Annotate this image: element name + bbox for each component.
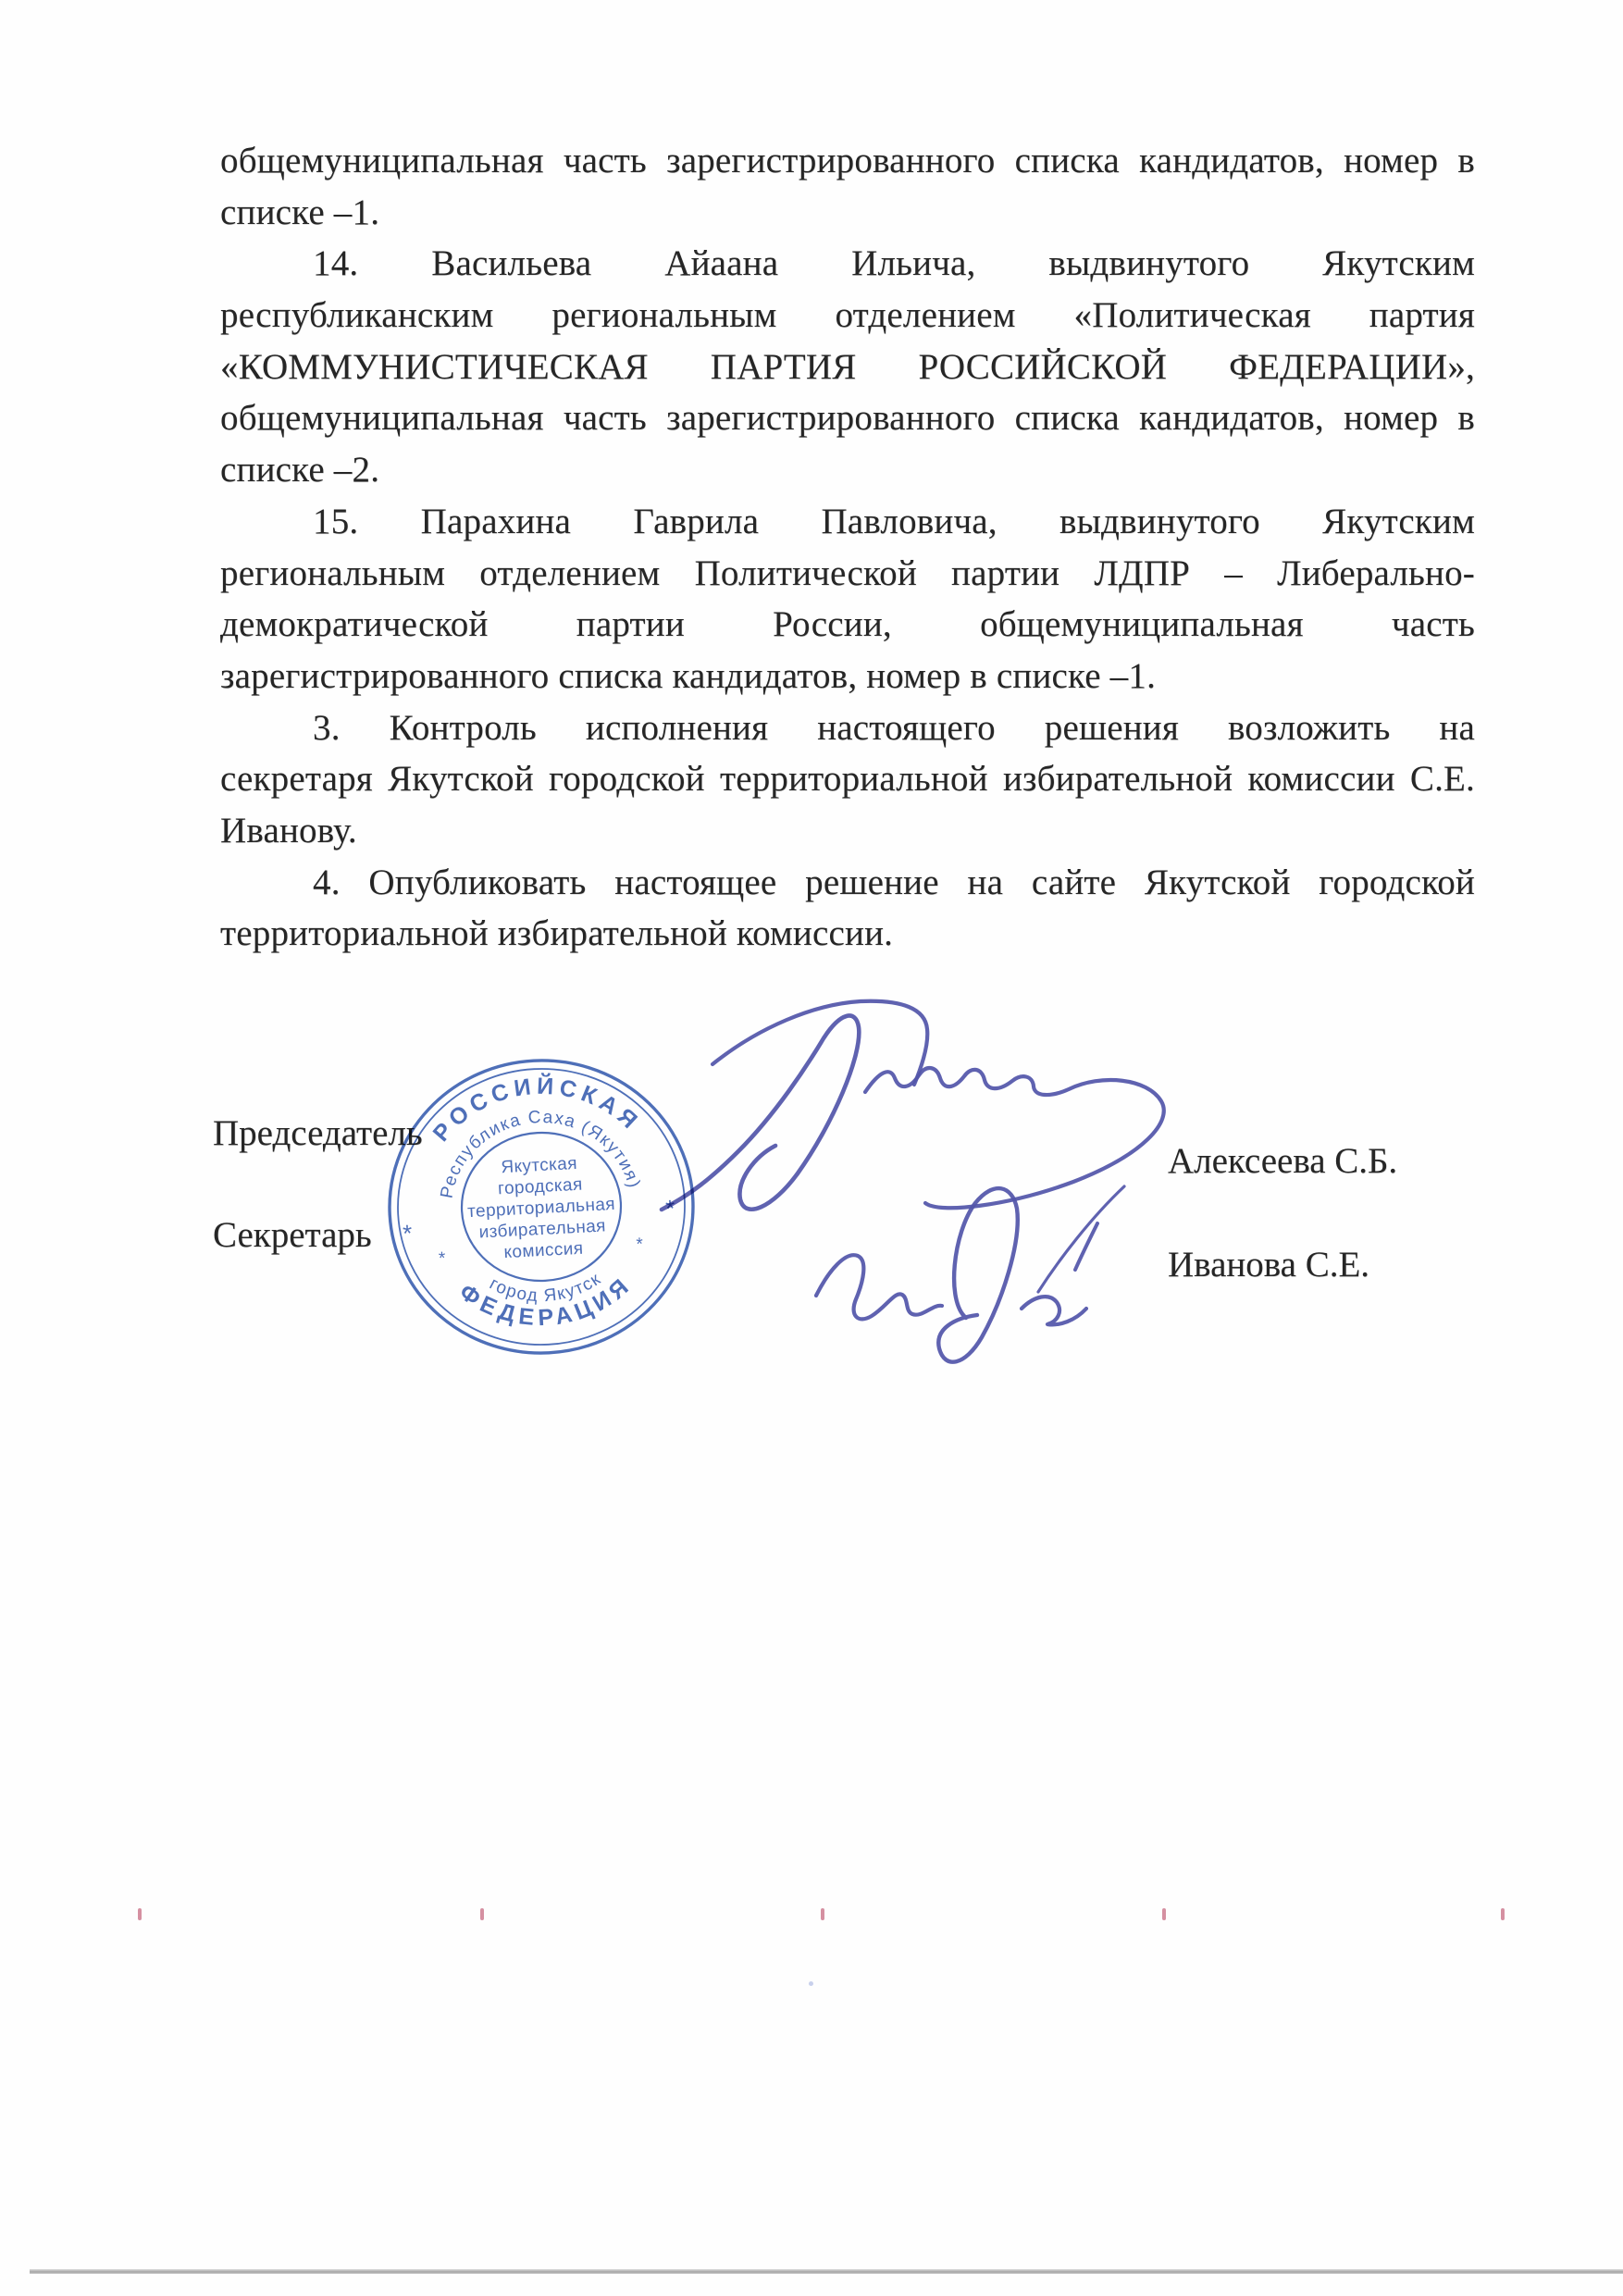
scan-artifact-tick bbox=[821, 1908, 824, 1920]
stamp-center-line-4: избирательная bbox=[478, 1216, 607, 1243]
scan-artifact-tick bbox=[1162, 1908, 1166, 1920]
stamp-star-right-inner: * bbox=[636, 1235, 644, 1255]
text-line: списке –1. bbox=[220, 192, 380, 232]
stamp-star-left-inner: * bbox=[438, 1248, 447, 1269]
stamp-center-line-3: территориальная bbox=[466, 1194, 616, 1222]
text-line: «КОММУНИСТИЧЕСКАЯ ПАРТИЯ РОССИЙСКОЙ ФЕДЕРАЦИИ», bbox=[220, 346, 1475, 387]
stamp-center-line-1: Якутская bbox=[500, 1153, 578, 1178]
text-line: республиканским региональным отделением «Политическая партия bbox=[220, 295, 1475, 336]
scan-artifact-tick bbox=[138, 1908, 142, 1920]
text-line: региональным отделением Политической партии ЛДПР – Либерально- bbox=[220, 552, 1475, 593]
signatory-role-chairman: Председатель bbox=[213, 1113, 423, 1153]
text-line: зарегистрированного списка кандидатов, номер в списке –1. bbox=[220, 655, 1157, 696]
signatory-name-secretary: Иванова С.Е. bbox=[1168, 1245, 1370, 1285]
stamp-text-rossiyskaya: РОССИЙСКАЯ bbox=[427, 1073, 646, 1147]
scan-artifact-tick bbox=[480, 1908, 484, 1920]
text-line: Иванову. bbox=[220, 810, 357, 850]
text-line: 4. Опубликовать настоящее решение на сайте Якутской городской bbox=[313, 862, 1475, 902]
stamp-text-gorod-yakutsk: город Якутск bbox=[486, 1269, 605, 1307]
stamp-center-line-5: комиссия bbox=[503, 1238, 584, 1263]
signatory-role-secretary: Секретарь bbox=[213, 1215, 372, 1255]
text-line: 14. Васильева Айаана Ильича, выдвинутого Якутским bbox=[313, 243, 1475, 284]
text-line: общемуниципальная часть зарегистрированного списка кандидатов, номер в bbox=[220, 141, 1475, 180]
stamp-star-right-outer: * bbox=[664, 1194, 676, 1222]
text-line: 15. Парахина Гаврила Павловича, выдвинутого Якутским bbox=[313, 501, 1475, 541]
text-line: демократической партии России, общемуниципальная часть bbox=[220, 604, 1475, 645]
text-line: 3. Контроль исполнения настоящего решения возложить на bbox=[313, 707, 1475, 748]
stamp-star-left-outer: * bbox=[402, 1219, 414, 1247]
stamp-center-line-2: городская bbox=[497, 1174, 584, 1199]
scan-edge-line bbox=[30, 2269, 1623, 2274]
secretary-signature bbox=[816, 1188, 1097, 1362]
document-body bbox=[220, 135, 1475, 960]
text-line: территориальной избирательной комиссии. bbox=[220, 913, 894, 954]
scan-artifact-tick bbox=[1501, 1908, 1505, 1920]
scan-artifact-dot bbox=[809, 1981, 813, 1986]
text-line: списке –2. bbox=[220, 450, 380, 490]
stamp-text-respublika-sakha: Республика Саха (Якутия) bbox=[437, 1107, 644, 1200]
text-line: секретаря Якутской городской территориальной избирательной комиссии С.Е. bbox=[220, 759, 1475, 800]
stamp-text-federatsiya: ФЕДЕРАЦИЯ bbox=[454, 1271, 638, 1332]
signatory-name-chairman: Алексеева С.Б. bbox=[1168, 1141, 1398, 1181]
official-stamp bbox=[378, 1049, 704, 1364]
text-line: общемуниципальная часть зарегистрированного списка кандидатов, номер в bbox=[220, 398, 1475, 439]
chairman-signature bbox=[662, 1001, 1164, 1292]
